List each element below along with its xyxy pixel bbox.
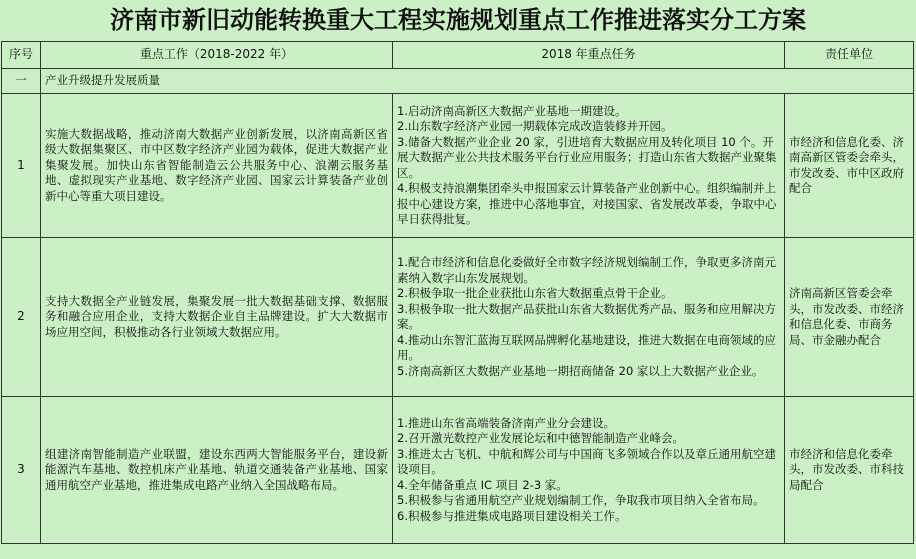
table-row bbox=[2, 397, 914, 544]
row-tasks bbox=[393, 238, 785, 397]
header-seq: 序号 bbox=[2, 42, 41, 69]
header-units: 责任单位 bbox=[785, 42, 914, 69]
row-work: 实施大数据战略，推动济南大数据产业创新发展，以济南高新区省级大数据集聚区、市中区数字经济产业园为载体，促进大数据产业集聚发展。加快山东省智能制造云公共服务中心、浪潮云服务基地、虚拟现实产业基地、数字经济产业园、国家云计算装备产业创新中心等重大项目建设。 bbox=[41, 94, 393, 238]
task-item: 6.积极参与推进集成电路项目建设相关工作。 bbox=[397, 508, 627, 523]
task-item: 3.积极争取一批大数据产品获批山东省大数据优秀产品、服务和应用解决方案。 bbox=[397, 301, 776, 331]
task-item: 4.全年储备重点 IC 项目 2-3 家。 bbox=[397, 477, 568, 492]
task-item: 2.召开激光数控产业发展论坛和中德智能制造产业峰会。 bbox=[397, 431, 684, 446]
table-row bbox=[2, 94, 914, 238]
task-item: 3.储备大数据产业企业 20 家，引进培育大数据应用及转化项目 10 个。开展大数据产业公共技术服务平台行业应用服务；打造山东省大数据产业聚集区。 bbox=[397, 134, 777, 180]
row-units: 市经济和信息化委牵头，市发改委、市科技局配合 bbox=[785, 397, 914, 544]
row-work: 组建济南智能制造产业联盟，建设东西两大智能服务平台，建设新能源汽车基地、数控机床产业基地、轨道交通装备产业基地、国家通用航空产业基地，推进集成电路产业纳入全国战略布局。 bbox=[41, 397, 393, 544]
row-seq: 1 bbox=[2, 94, 41, 238]
section-seq: 一 bbox=[2, 69, 41, 94]
task-item: 4.推动山东智汇蓝海互联网品牌孵化基地建设，推进大数据在电商领域的应用。 bbox=[397, 332, 776, 362]
row-units: 市经济和信息化委、济南高新区管委会牵头，市发改委、市中区政府配合 bbox=[785, 94, 914, 238]
task-item: 1.启动济南高新区大数据产业基地一期建设。 bbox=[397, 103, 627, 118]
section-label: 产业升级提升发展质量 bbox=[41, 69, 914, 94]
row-tasks bbox=[393, 94, 785, 238]
row-work: 支持大数据全产业链发展，集聚发展一批大数据基础支撑、数据服务和融合应用企业，支持大数据企业自主品牌建设。扩大大数据市场应用空间，积极推动各行业领域大数据应用。 bbox=[41, 238, 393, 397]
task-item: 5.济南高新区大数据产业基地一期招商储备 20 家以上大数据产业企业。 bbox=[397, 363, 764, 378]
task-item: 1.推进山东省高端装备济南产业分会建设。 bbox=[397, 415, 615, 430]
document-title: 济南市新旧动能转换重大工程实施规划重点工作推进落实分工方案 bbox=[110, 5, 806, 34]
row-tasks bbox=[393, 397, 785, 544]
row-seq: 3 bbox=[2, 397, 41, 544]
header-work: 重点工作（2018-2022 年） bbox=[41, 42, 393, 69]
row-units: 济南高新区管委会牵头，市发改委、市经济和信息化委、市商务局、市金融办配合 bbox=[785, 238, 914, 397]
task-item: 2.山东数字经济产业园一期载体完成改造装修并开园。 bbox=[397, 119, 673, 133]
section-row bbox=[2, 69, 914, 94]
task-item: 1.配合市经济和信息化委做好全市数字经济规划编制工作，争取更多济南元素纳入数字山东发展规划。 bbox=[397, 255, 776, 285]
task-item: 4.积极支持浪潮集团牵头申报国家云计算装备产业创新中心。组织编制并上报中心建设方案，推进中心落地事宜，对接国家、省发展改革委，争取中心早日获得批复。 bbox=[397, 181, 777, 226]
task-item: 2.积极争取一批企业获批山东省大数据重点骨干企业。 bbox=[397, 286, 673, 300]
table-header-row bbox=[2, 42, 914, 69]
table-row bbox=[2, 238, 914, 397]
task-item: 3.推进太古飞机、中航和辉公司与中国商飞多领域合作以及章丘通用航空建设项目。 bbox=[397, 446, 776, 477]
task-item: 5.积极参与省通用航空产业规划编制工作，争取我市项目纳入全省布局。 bbox=[397, 493, 765, 508]
header-tasks: 2018 年重点任务 bbox=[393, 42, 785, 69]
row-seq: 2 bbox=[2, 238, 41, 397]
work-plan-table bbox=[1, 41, 914, 544]
